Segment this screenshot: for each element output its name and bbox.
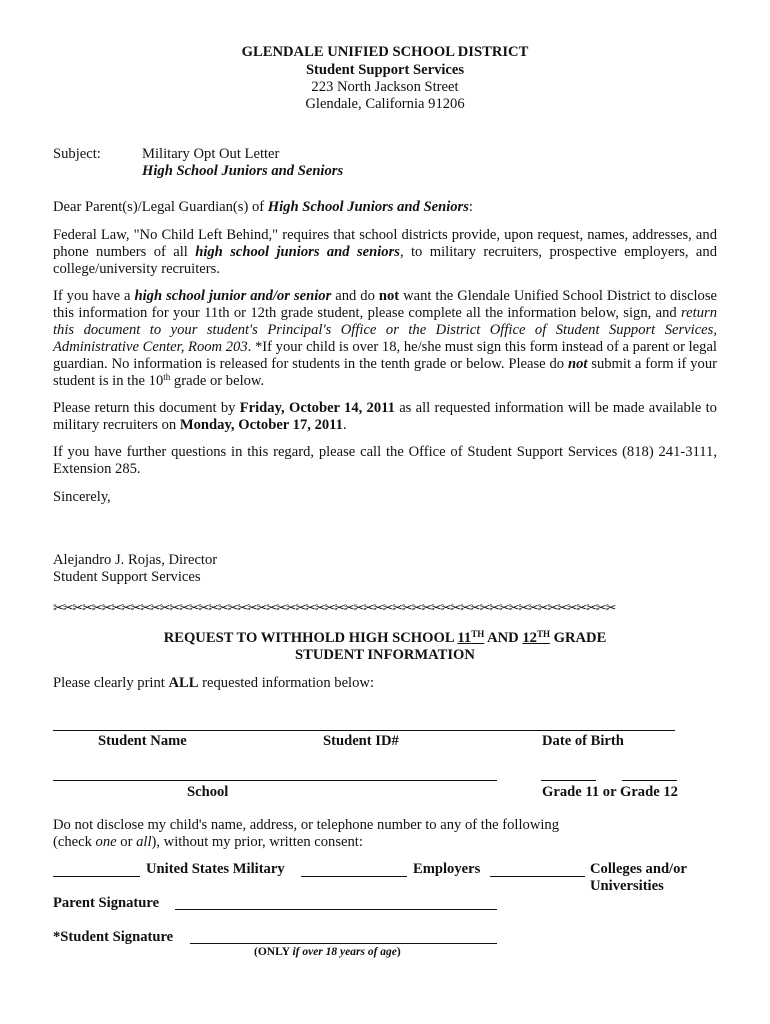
department-name: Student Support Services — [305, 62, 465, 78]
age-note-only: (ONLY — [254, 946, 293, 958]
para2-not: not — [378, 288, 400, 304]
form-title-11 — [457, 630, 484, 646]
scissors-cut-line: ✂✂✂✂✂✂✂✂✂✂✂✂✂✂✂✂✂✂✂✂✂✂✂✂✂✂✂✂✂✂✂✂✂✂✂✂✂✂✂✂✂✂✂✂✂✂✂✂✂✂✂✂✂✂✂✂✂✂ — [53, 600, 616, 615]
colleges-check-line[interactable] — [490, 876, 585, 877]
para2-text-j: grade or below. — [170, 373, 265, 389]
age-note-close: ) — [396, 946, 401, 958]
employers-option-label: Employers — [413, 861, 481, 877]
paragraph-federal-law — [53, 227, 717, 278]
instructions-text-a: Please clearly print — [53, 675, 169, 691]
form-title-12 — [522, 630, 550, 646]
signer-title: Student Support Services — [53, 569, 201, 585]
form-title-b: GRADE — [549, 630, 607, 646]
para2-text-i: submit a form if your student is in the 10 — [53, 356, 717, 389]
subject-line-1: Military Opt Out Letter — [142, 146, 280, 162]
parent-signature-line[interactable] — [175, 909, 497, 910]
district-name: GLENDALE UNIFIED SCHOOL DISTRICT — [241, 44, 529, 60]
para2-superscript: th — [163, 372, 171, 382]
school-line[interactable] — [53, 780, 497, 781]
age-note — [254, 945, 401, 959]
para3-release-date: Monday, October 17, 2011 — [179, 417, 343, 433]
military-check-line[interactable] — [53, 876, 140, 877]
date-of-birth-label: Date of Birth — [542, 733, 624, 749]
student-signature-label: *Student Signature — [53, 929, 174, 945]
parent-signature-label: Parent Signature — [53, 895, 160, 911]
form-title-a: REQUEST TO WITHHOLD HIGH SCHOOL — [163, 630, 458, 646]
subject-label: Subject: — [53, 146, 101, 162]
instructions-all: ALL — [168, 675, 199, 691]
salutation-emphasis: High School Juniors and Seniors — [267, 199, 469, 215]
disclose-line-2 — [53, 834, 363, 851]
student-name-label: Student Name — [98, 733, 187, 749]
school-label: School — [187, 784, 229, 800]
form-title-12-number: 12 — [522, 630, 537, 646]
form-title-11-number: 11 — [457, 630, 472, 646]
student-info-line[interactable] — [53, 730, 675, 731]
para2-emphasis-junior-senior: high school junior and/or senior — [134, 288, 332, 304]
disclose-or: or — [116, 834, 137, 850]
salutation — [53, 199, 473, 216]
para2-text-a: If you have a — [53, 288, 135, 304]
para2-text-e: want the Glendale Unified School District to disclose this information for your 11th or 12th grade student, please complete all the information below, sign, and — [53, 288, 717, 321]
disclose-line-1: Do not disclose my child's name, address, or telephone number to any of the following — [53, 817, 560, 833]
disclose-one: one — [95, 834, 117, 850]
form-instructions — [53, 675, 374, 692]
para3-text-e: . — [342, 417, 347, 433]
grade-11-line[interactable] — [541, 780, 596, 781]
form-title-12-sup: TH — [536, 629, 550, 639]
form-title-and: AND — [484, 630, 523, 646]
para1-emphasis: high school juniors and seniors — [195, 244, 400, 260]
student-id-label: Student ID# — [323, 733, 399, 749]
subject-line-2: High School Juniors and Seniors — [142, 163, 344, 179]
para3-text-a: Please return this document by — [53, 400, 240, 416]
form-title — [0, 630, 770, 647]
grade-12-line[interactable] — [622, 780, 677, 781]
para1-text-c: , to military recruiters, prospective employers, and college/university recruiters. — [53, 244, 718, 277]
street-address: 223 North Jackson Street — [311, 79, 459, 95]
form-title-line-2: STUDENT INFORMATION — [295, 647, 475, 663]
disclose-text-b: ), without my prior, written consent: — [151, 834, 363, 850]
signer-name: Alejandro J. Rojas, Director — [53, 552, 218, 568]
paragraph-opt-out-instructions — [53, 288, 717, 390]
form-title-11-sup: TH — [471, 629, 485, 639]
para2-return-instructions: return this document to your student's Principal's Office or the District Office of Student Support Services, Administrative Center, Room 203 — [53, 305, 717, 355]
employers-check-line[interactable] — [301, 876, 407, 877]
para2-text-c: and do — [331, 288, 379, 304]
disclose-all: all — [136, 834, 152, 850]
grade-label: Grade 11 or Grade 12 — [542, 784, 678, 800]
age-note-condition: if over 18 years of age — [292, 946, 397, 958]
paragraph-return-date — [53, 400, 717, 434]
para2-text-g: . *If your child is over 18, he/she must sign this form instead of a parent or legal guardian. No information is released for students in the tenth grade or below. Please do — [53, 339, 717, 372]
salutation-prefix: Dear Parent(s)/Legal Guardian(s) of — [53, 199, 268, 215]
paragraph-contact: If you have further questions in this regard, please call the Office of Student Support Services (818) 241-3111, Extension 285. — [53, 444, 717, 477]
para2-not-emphasis: not — [567, 356, 588, 372]
para3-return-date: Friday, October 14, 2011 — [239, 400, 395, 416]
salutation-suffix: : — [468, 199, 473, 215]
disclose-text-a: (check — [53, 834, 96, 850]
military-option-label: United States Military — [146, 861, 285, 877]
colleges-option-label-1: Colleges and/or — [590, 861, 687, 877]
para3-text-c: as all requested information will be made available to military recruiters on — [53, 400, 717, 433]
colleges-option-label-2: Universities — [590, 878, 664, 894]
closing: Sincerely, — [53, 489, 111, 505]
student-signature-line[interactable] — [190, 943, 497, 944]
city-address: Glendale, California 91206 — [305, 96, 465, 112]
para1-text-a: Federal Law, "No Child Left Behind," requires that school districts provide, upon request, names, addresses, and phone numbers of all — [53, 227, 717, 260]
instructions-text-c: requested information below: — [198, 675, 374, 691]
